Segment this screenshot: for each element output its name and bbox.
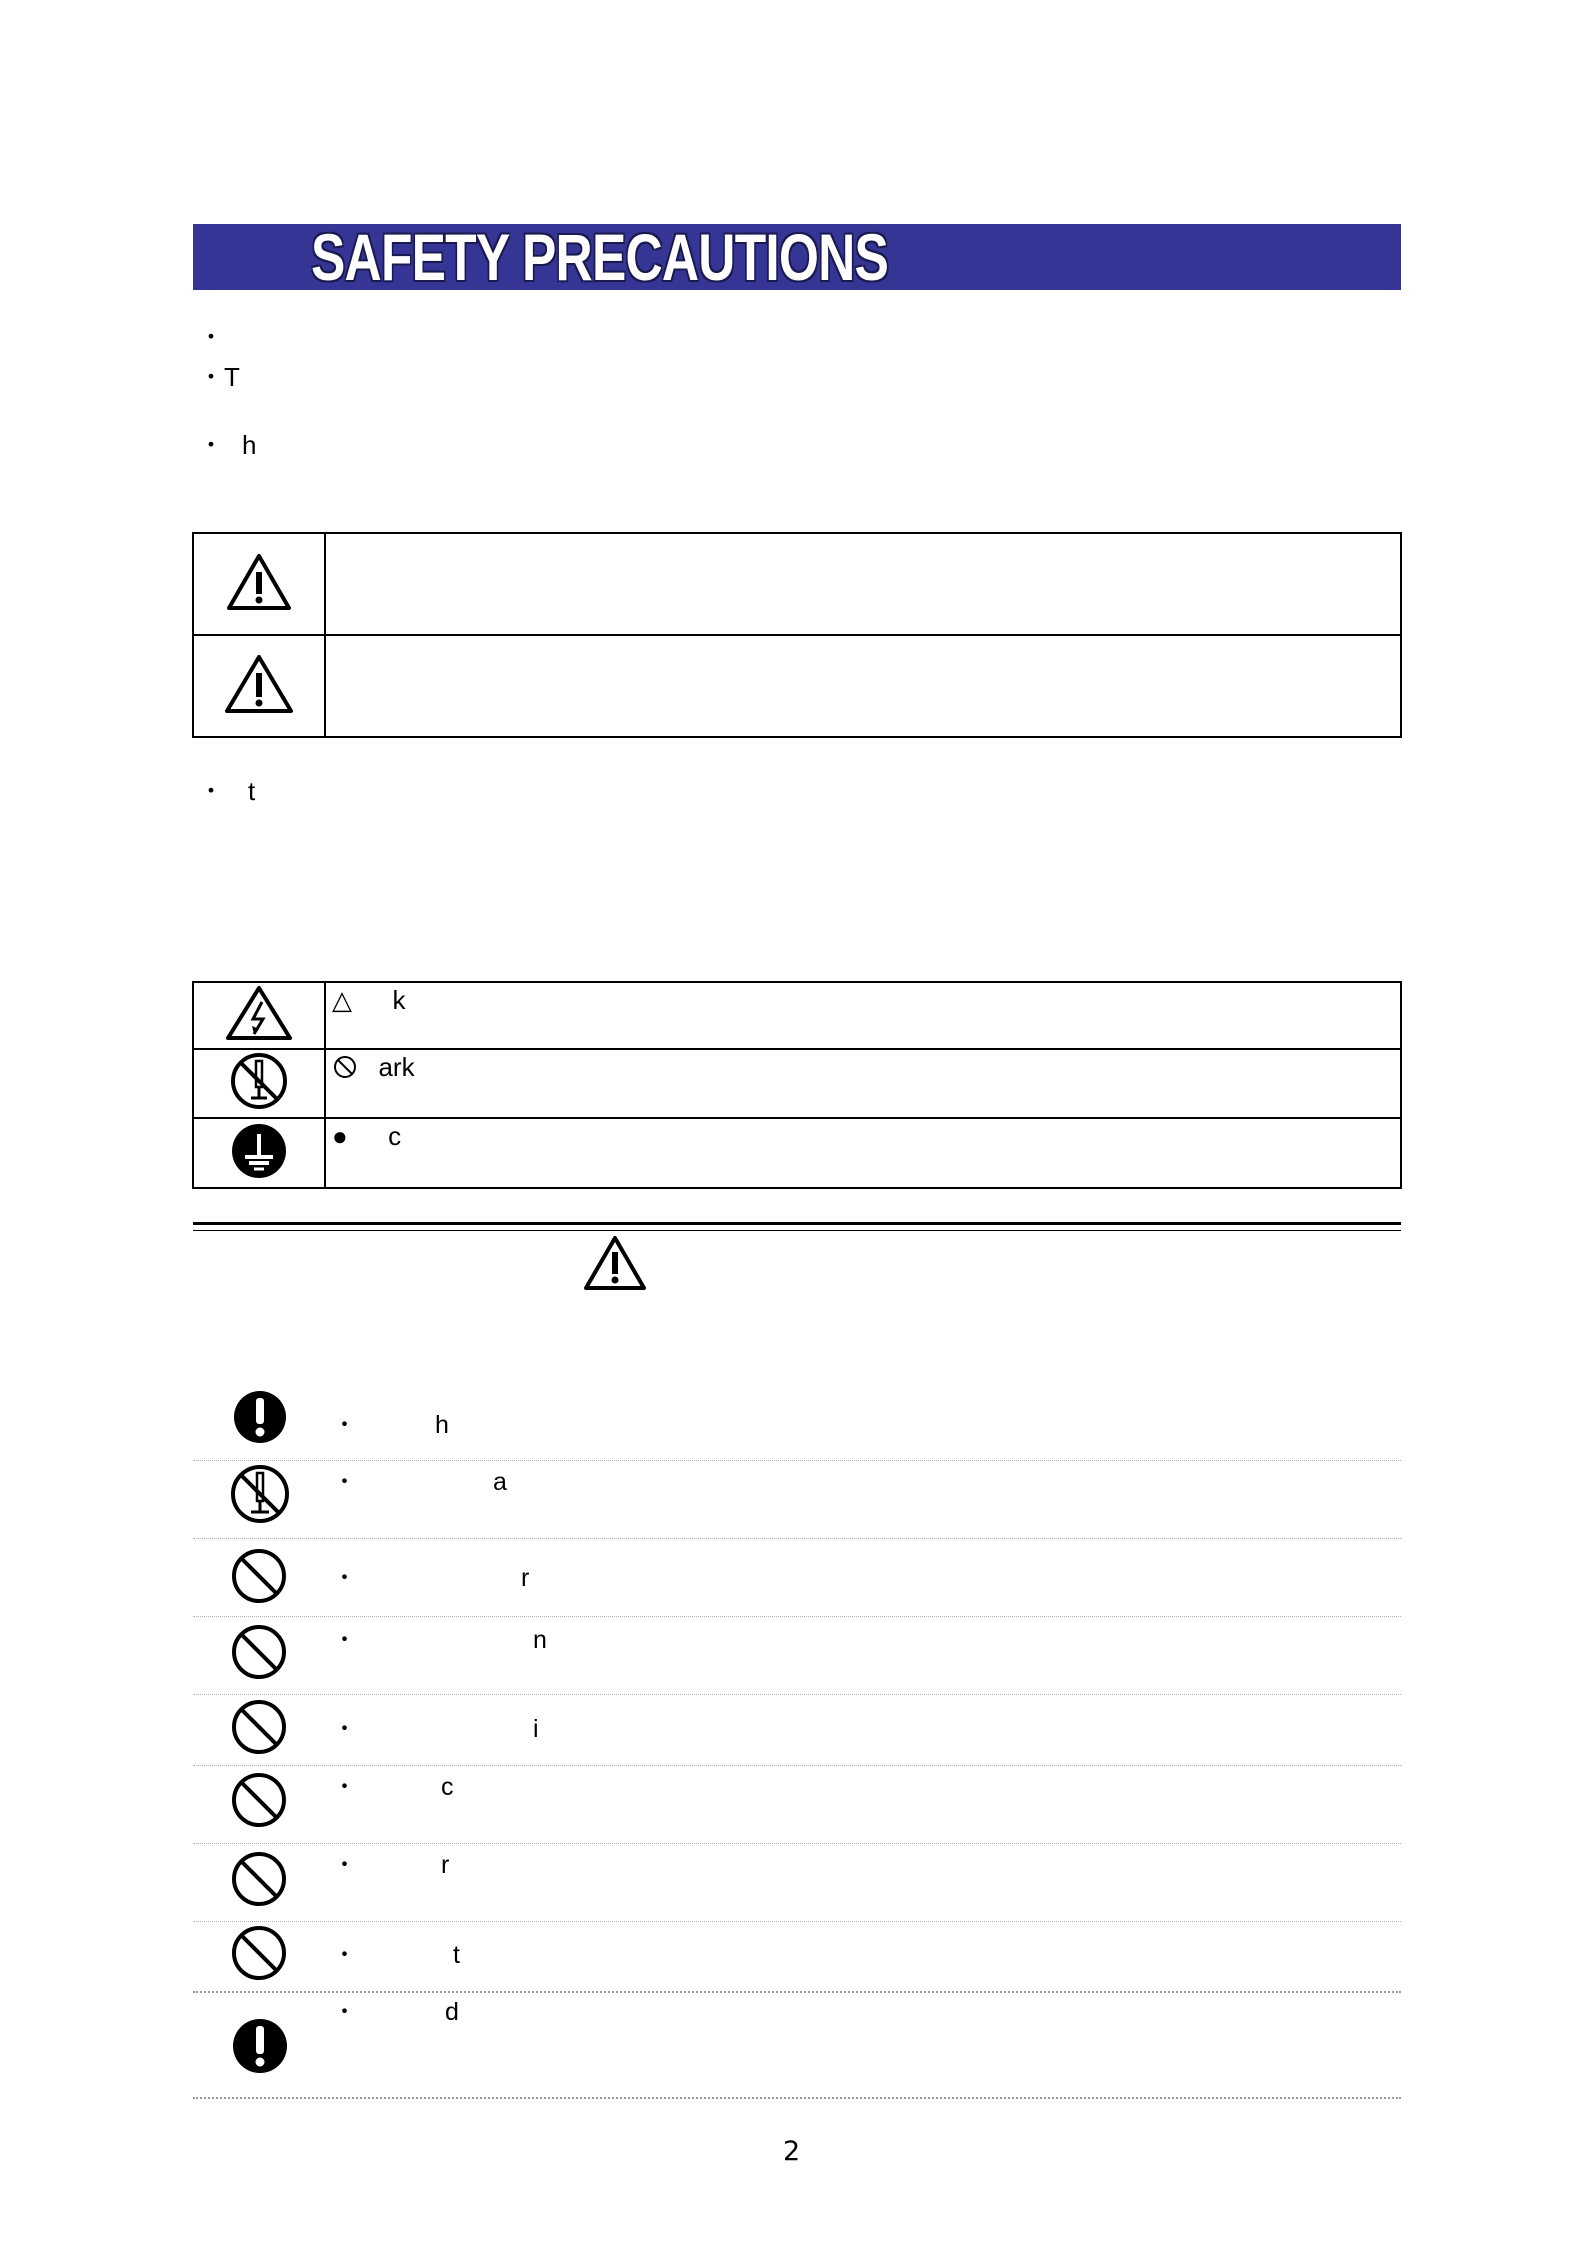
bullet: ・	[198, 430, 225, 460]
intro-line-3	[198, 430, 256, 460]
prohibited-icon	[230, 1924, 288, 1982]
symbol-text-cell	[325, 1049, 1401, 1118]
signal-word-table	[192, 532, 1402, 738]
prohibited-icon	[230, 1698, 288, 1756]
warning-triangle-icon	[582, 1234, 648, 1292]
bullet: ・	[332, 1941, 358, 1969]
mandatory-action-icon	[232, 2016, 288, 2076]
warning-item-text: n	[533, 1626, 547, 1654]
row-separator	[193, 1921, 1401, 1922]
prohibited-icon	[230, 1850, 288, 1908]
row-separator	[193, 1765, 1401, 1766]
mandatory-action-icon	[233, 1388, 287, 1446]
symbol-row	[193, 1049, 1401, 1118]
ground-connection-icon	[230, 1122, 288, 1180]
row-separator	[193, 1460, 1401, 1461]
symbol-icon-cell	[193, 982, 325, 1049]
no-disassembly-icon	[230, 1463, 290, 1525]
warning-item-text: i	[533, 1715, 539, 1743]
bullet: ・	[332, 1411, 358, 1439]
bullet: ・	[332, 1715, 358, 1743]
warning-item	[332, 1467, 507, 1497]
note-line	[198, 776, 255, 806]
intro-text: h	[242, 430, 257, 460]
caution-triangle-icon	[223, 653, 295, 715]
signal-icon-cell	[193, 533, 325, 635]
warning-item-text: t	[453, 1941, 460, 1969]
signal-row-warning	[193, 533, 1401, 635]
warning-item	[332, 1940, 460, 1970]
warning-item-text: r	[441, 1851, 450, 1879]
signal-row-caution	[193, 635, 1401, 737]
row-separator	[193, 1538, 1401, 1539]
symbol-marker: ●	[332, 1121, 348, 1151]
warning-item	[332, 1625, 547, 1655]
prohibited-marker-icon	[332, 1054, 358, 1080]
bullet: ・	[332, 1468, 358, 1496]
warning-item	[332, 1772, 454, 1802]
symbol-row	[193, 982, 1401, 1049]
warning-triangle-icon	[225, 552, 293, 612]
prohibited-icon	[230, 1547, 288, 1605]
prohibited-icon	[230, 1771, 288, 1829]
row-separator	[193, 1843, 1401, 1844]
bullet: ・	[332, 1851, 358, 1879]
bullet: ・	[332, 1998, 358, 2026]
warning-item	[332, 1997, 459, 2027]
warning-item-text: r	[521, 1564, 530, 1592]
signal-icon-cell	[193, 635, 325, 737]
row-separator	[193, 1991, 1401, 1993]
symbol-text: ark	[378, 1052, 415, 1082]
row-separator	[193, 1616, 1401, 1617]
symbol-text: c	[388, 1121, 402, 1151]
symbol-row	[193, 1118, 1401, 1188]
bullet: ・	[332, 1773, 358, 1801]
section-rule-bottom	[193, 1230, 1401, 1231]
section-rule-top	[193, 1222, 1401, 1225]
intro-line-2	[198, 362, 240, 392]
warning-item-text: d	[445, 1998, 459, 2026]
warning-item	[332, 1714, 539, 1744]
bullet: ・	[332, 1626, 358, 1654]
title-banner	[193, 220, 1401, 294]
symbol-table	[192, 981, 1402, 1189]
row-separator	[193, 1694, 1401, 1695]
intro-text: T	[224, 362, 240, 392]
page-title: SAFETY PRECAUTIONS	[311, 220, 889, 294]
note-text: t	[248, 776, 256, 806]
signal-text-cell	[325, 635, 1401, 737]
intro-line-1	[198, 322, 224, 352]
symbol-icon-cell	[193, 1049, 325, 1118]
symbol-text: k	[392, 985, 406, 1015]
warning-item	[332, 1410, 449, 1440]
electric-shock-warning-icon	[224, 984, 294, 1042]
warning-item-text: h	[435, 1411, 449, 1439]
warning-item	[332, 1850, 449, 1880]
symbol-marker: △	[332, 985, 352, 1015]
row-separator	[193, 2097, 1401, 2099]
symbol-text-cell	[325, 982, 1401, 1049]
bullet: ・	[198, 322, 225, 352]
bullet: ・	[198, 362, 225, 392]
no-disassembly-icon	[229, 1051, 289, 1111]
prohibited-icon	[230, 1623, 288, 1681]
warning-item-text: c	[441, 1773, 454, 1801]
bullet: ・	[332, 1564, 358, 1592]
warning-item	[332, 1563, 529, 1593]
signal-text-cell	[325, 533, 1401, 635]
symbol-icon-cell	[193, 1118, 325, 1188]
symbol-text-cell	[325, 1118, 1401, 1188]
page-number: 2	[783, 2136, 801, 2167]
bullet: ・	[198, 776, 225, 806]
warning-item-text: a	[493, 1468, 507, 1496]
